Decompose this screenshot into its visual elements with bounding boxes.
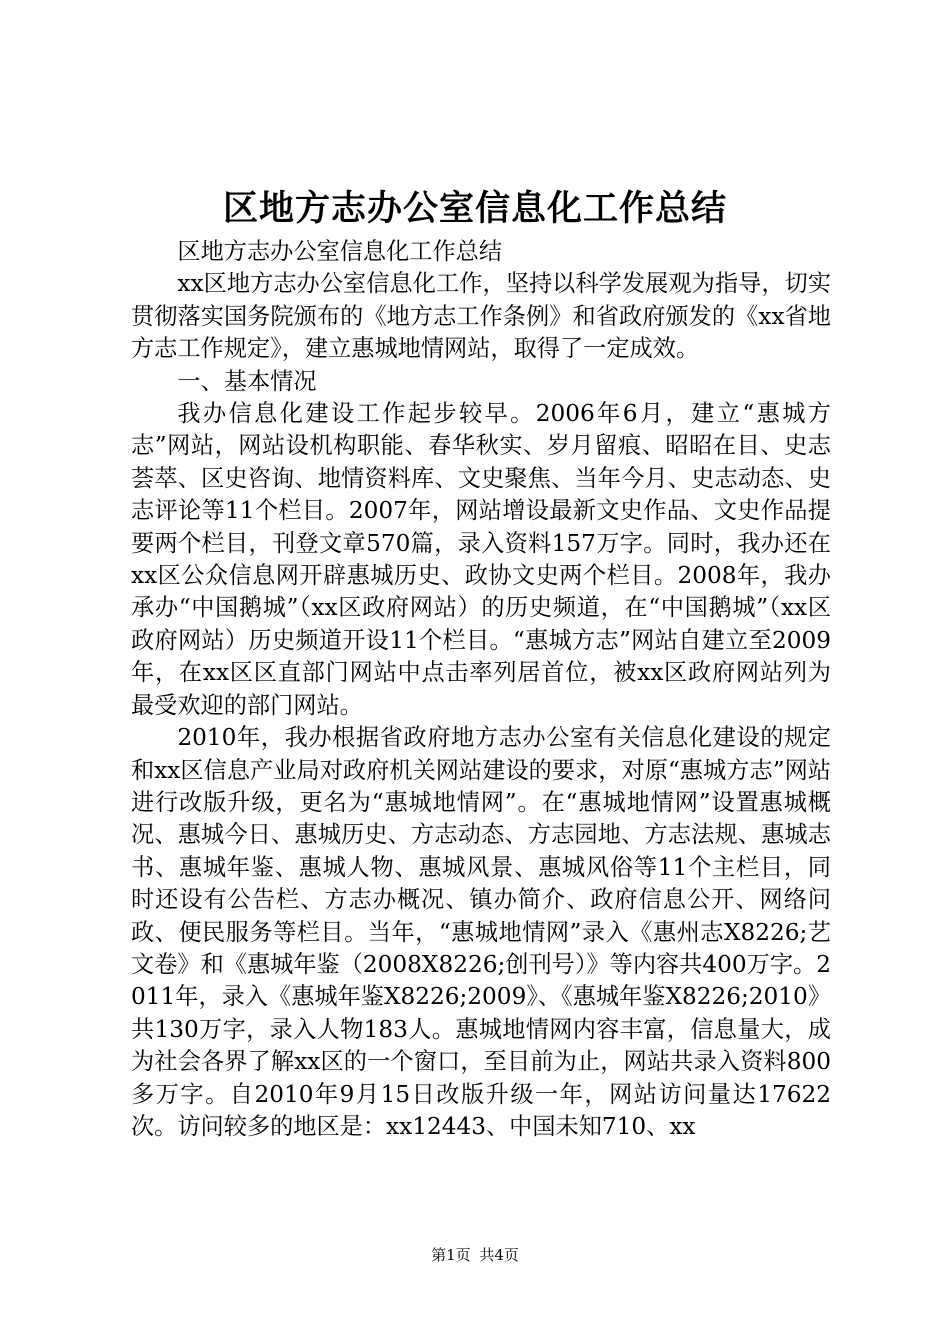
section-heading: 一、基本情况	[177, 367, 317, 395]
body-paragraph: 我办信息化建设工作起步较早。2006年6月，建立“惠城方志”网站，网站设机构职能、春华秋实、岁月留痕、昭昭在目、史志荟萃、区史咨询、地情资料库、文史聚焦、当年今月、史志动态、史志评论等11个栏目。2007年，网站增设最新文史作品、文史作品提要两个栏目，刊登文章570篇，录入资料157万字。同时，我办还在xx区公众信息网开辟惠城历史、政协文史两个栏目。2008年，我办承办“中国鹅城”（xx区政府网站）的历史频道，在“中国鹅城”（xx区政府网站）历史频道开设11个栏目。“惠城方志”网站自建立至2009年，在xx区区直部门网站中点击率列居首位，被xx区政府网站列为最受欢迎的部门网站。	[131, 400, 831, 719]
page-number: 第1页	[431, 1246, 471, 1264]
page-title: 区地方志办公室信息化工作总结	[222, 188, 727, 229]
document-body	[131, 236, 831, 1143]
intro-paragraph: xx区地方志办公室信息化工作，坚持以科学发展观为指导，切实贯彻落实国务院颁布的《地方志工作条例》和省政府颁发的《xx省地方志工作规定》，建立惠城地情网站，取得了一定成效。	[131, 270, 831, 363]
body-paragraph: 2010年，我办根据省政府地方志办公室有关信息化建设的规定和xx区信息产业局对政府机关网站建设的要求，对原“惠城方志”网站进行改版升级，更名为“惠城地情网”。在“惠城地情网”设置惠城概况、惠城今日、惠城历史、方志动态、方志园地、方志法规、惠城志书、惠城年鉴、惠城人物、惠城风景、惠城风俗等11个主栏目，同时还设有公告栏、方志办概况、镇办简介、政府信息公开、网络问政、便民服务等栏目。当年，“惠城地情网”录入《惠州志X8226;艺文卷》和《惠城年鉴（2008X8226;创刊号）》等内容共400万字。2011年，录入《惠城年鉴X8226;2009》、《惠城年鉴X8226;2010》共130万字，录入人物183人。惠城地情网内容丰富，信息量大，成为社会各界了解xx区的一个窗口，至目前为止，网站共录入资料800多万字。自2010年9月15日改版升级一年，网站访问量达17622次。访问较多的地区是：xx12443、中国未知710、xx	[131, 724, 831, 1140]
subtitle-paragraph: 区地方志办公室信息化工作总结	[177, 238, 503, 265]
page-footer	[0, 1245, 950, 1265]
total-pages: 共4页	[479, 1246, 519, 1264]
